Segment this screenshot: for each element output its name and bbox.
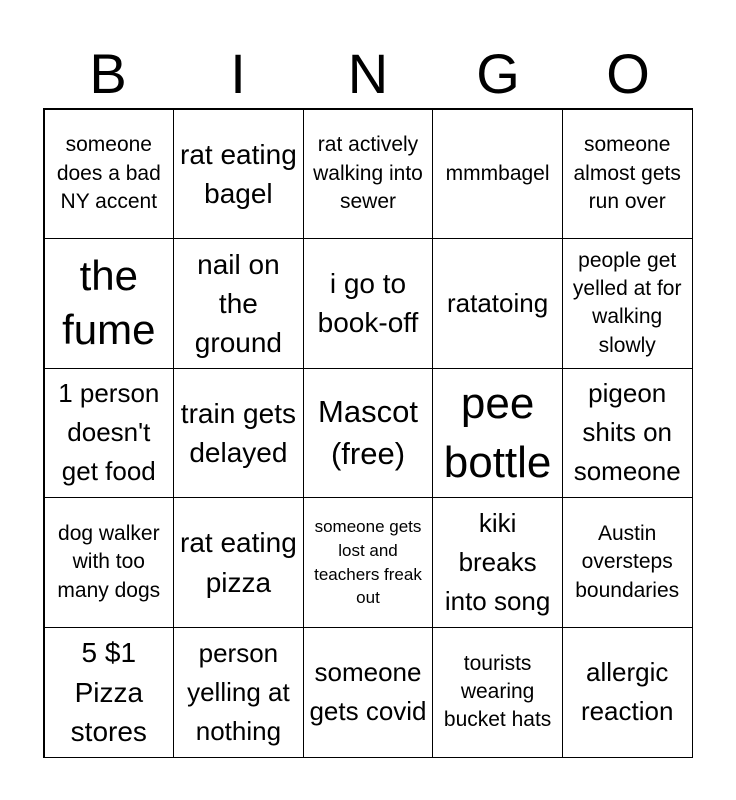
bingo-cell[interactable] <box>44 238 175 369</box>
bingo-cell[interactable] <box>173 238 304 369</box>
cell-text: train gets delayed <box>180 397 296 468</box>
cell-text: i go to book-off <box>317 268 419 339</box>
cell-text: rat actively walking into sewer <box>313 133 423 213</box>
bingo-cell[interactable] <box>303 368 434 499</box>
bingo-cell[interactable] <box>562 238 693 369</box>
cell-text: Mascot (free) <box>318 394 418 471</box>
cell-text: someone almost gets run over <box>573 133 681 213</box>
bingo-cell[interactable] <box>432 238 563 369</box>
bingo-cell[interactable] <box>173 627 304 758</box>
cell-text: 1 person doesn't get food <box>58 378 160 487</box>
cell-text: someone gets lost and teachers freak out <box>314 517 422 608</box>
cell-text: people get yelled at for walking slowly <box>572 248 682 357</box>
cell-text: mmmbagel <box>445 161 550 185</box>
bingo-header <box>43 40 693 108</box>
header-letter-g: G <box>476 42 520 105</box>
bingo-board <box>43 108 693 758</box>
bingo-cell[interactable] <box>562 368 693 499</box>
bingo-cell[interactable] <box>562 497 693 628</box>
bingo-cell[interactable] <box>562 109 693 240</box>
cell-text: someone gets covid <box>309 657 427 727</box>
cell-text: pee bottle <box>443 378 552 487</box>
cell-text: nail on the ground <box>194 248 282 358</box>
cell-text: someone does a bad NY accent <box>56 133 161 213</box>
cell-text: ratatoing <box>447 287 549 318</box>
bingo-cell[interactable] <box>173 368 304 499</box>
bingo-cell[interactable] <box>432 627 563 758</box>
cell-text: rat eating bagel <box>180 138 297 209</box>
bingo-cell[interactable] <box>44 368 175 499</box>
cell-text: pigeon shits on someone <box>573 378 681 487</box>
header-letter-n: N <box>347 42 389 105</box>
cell-text: dog walker with too many dogs <box>57 522 161 602</box>
cell-text: tourists wearing bucket hats <box>443 651 552 732</box>
cell-text: kiki breaks into song <box>444 508 551 617</box>
bingo-cell[interactable] <box>303 627 434 758</box>
bingo-cell[interactable] <box>44 627 175 758</box>
header-letter-i: I <box>230 42 246 105</box>
bingo-cell[interactable] <box>173 109 304 240</box>
bingo-cell[interactable] <box>173 497 304 628</box>
bingo-cell[interactable] <box>303 238 434 369</box>
bingo-cell[interactable] <box>432 368 563 499</box>
bingo-cell[interactable] <box>44 109 175 240</box>
cell-text: person yelling at nothing <box>187 637 290 746</box>
bingo-cell[interactable] <box>432 497 563 628</box>
bingo-cell[interactable] <box>44 497 175 628</box>
cell-text: 5 $1 Pizza stores <box>70 637 147 747</box>
cell-text: Austin oversteps boundaries <box>575 522 680 602</box>
header-letter-o: O <box>606 42 650 105</box>
bingo-cell[interactable] <box>432 109 563 240</box>
bingo-cell[interactable] <box>303 497 434 628</box>
cell-text: allergic reaction <box>580 657 674 727</box>
bingo-cell[interactable] <box>303 109 434 240</box>
header-letter-b: B <box>89 42 127 105</box>
bingo-cell[interactable] <box>562 627 693 758</box>
cell-text: the fume <box>62 251 156 354</box>
cell-text: rat eating pizza <box>180 527 297 598</box>
